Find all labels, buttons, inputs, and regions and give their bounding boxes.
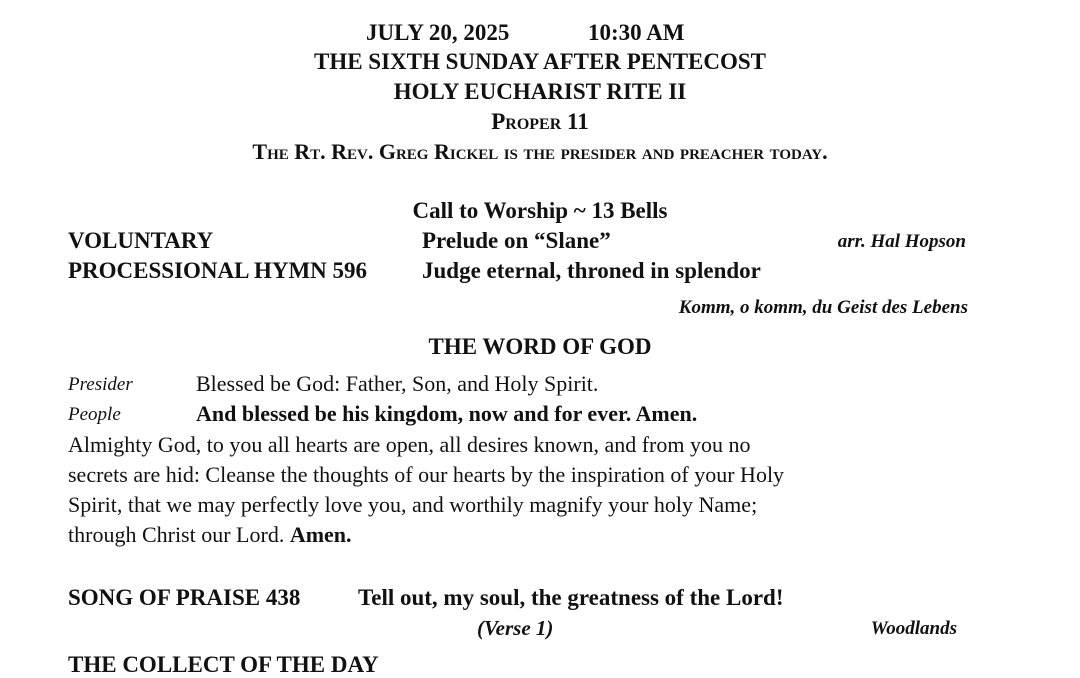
collect-of-day-heading: THE COLLECT OF THE DAY [68, 652, 379, 677]
presider-text: Blessed be God: Father, Son, and Holy Spirit. [196, 371, 599, 396]
sunday-title: THE SIXTH SUNDAY AFTER PENTECOST [313, 49, 767, 74]
proper-title: Proper 11 [491, 109, 589, 134]
song-of-praise-verse: (Verse 1) [477, 616, 554, 640]
service-time: 10:30 AM [588, 20, 685, 45]
processional-title: Judge eternal, throned in splendor [422, 258, 761, 283]
voluntary-composer: arr. Hal Hopson [837, 231, 966, 252]
collect-for-purity-line-3: Spirit, that we may perfectly love you, and worthily magnify your holy Name; [68, 492, 758, 517]
song-of-praise-title: Tell out, my soul, the greatness of the Lord! [358, 585, 784, 610]
voluntary-title: Prelude on “Slane” [422, 228, 611, 253]
presider-role: Presider [68, 374, 133, 395]
presider-note: The Rt. Rev. Greg Rickel is the presider and preacher today. [252, 139, 828, 164]
processional-tune: Komm, o komm, du Geist des Lebens [678, 297, 968, 318]
processional-label: PROCESSIONAL HYMN 596 [68, 258, 368, 283]
collect-for-purity-amen: Amen. [289, 522, 352, 547]
collect-for-purity-line-2: secrets are hid: Cleanse the thoughts of our hearts by the inspiration of your Holy [68, 462, 785, 487]
word-of-god-heading: THE WORD OF GOD [428, 334, 652, 359]
people-text: And blessed be his kingdom, now and for ever. Amen. [196, 401, 698, 426]
voluntary-label: VOLUNTARY [68, 228, 214, 253]
collect-for-purity-text: through Christ our Lord. [68, 522, 285, 547]
service-date: JULY 20, 2025 [366, 20, 510, 45]
collect-for-purity-line-4 [68, 522, 352, 548]
song-of-praise-tune: Woodlands [870, 618, 957, 639]
collect-for-purity-line-1: Almighty God, to you all hearts are open, all desires known, and from you no [68, 432, 751, 457]
song-of-praise-label: SONG OF PRAISE 438 [68, 585, 301, 610]
people-role: People [68, 404, 121, 425]
rite-title: HOLY EUCHARIST RITE II [393, 79, 687, 104]
call-to-worship: Call to Worship ~ 13 Bells [412, 198, 668, 223]
